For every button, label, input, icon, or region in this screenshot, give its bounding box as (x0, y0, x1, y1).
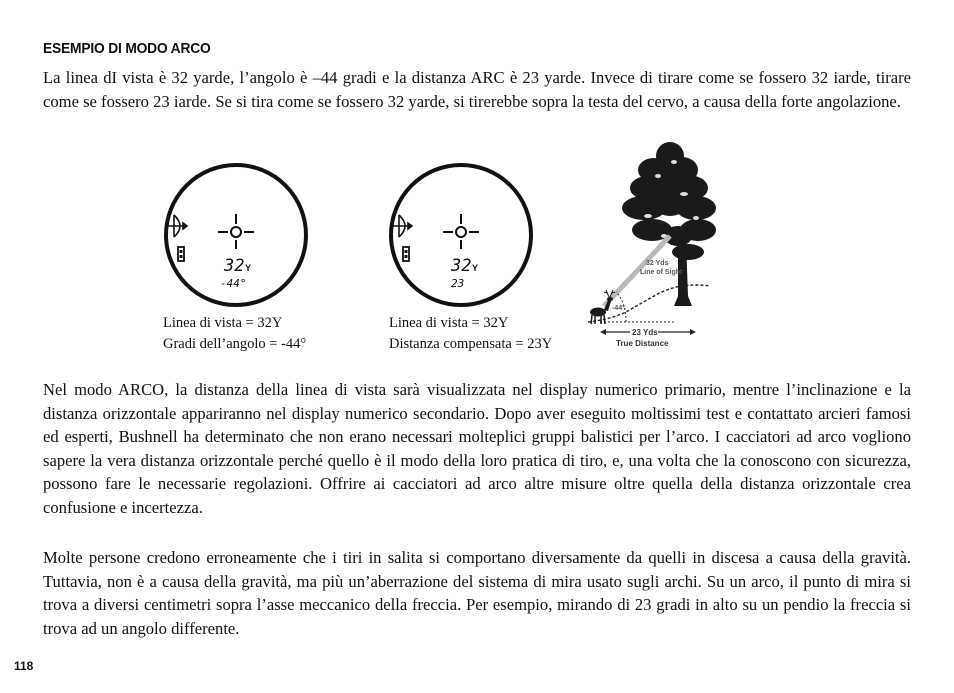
secondary-distance: 23 (451, 277, 465, 290)
battery-icon (403, 247, 409, 261)
rangefinder-display-distance (385, 160, 537, 310)
angle-label: -44° (612, 305, 625, 312)
page-number: 118 (14, 659, 34, 673)
crosshair-icon (218, 214, 254, 249)
bow-icon (168, 215, 187, 237)
primary-unit: Y (472, 263, 479, 273)
caption-line: Linea di vista = 32Y (389, 315, 509, 331)
arc-mode-diagram (578, 136, 734, 354)
caption-line: Distanza compensata = 23Y (389, 336, 553, 352)
primary-unit: Y (245, 263, 252, 273)
rangefinder-display-angle (160, 160, 312, 310)
secondary-angle: -44° (220, 277, 247, 290)
los-label-1: 32 Yds (646, 260, 669, 267)
section-heading: ESEMPIO DI MODO ARCO (43, 40, 211, 57)
intro-paragraph: La linea dI vista è 32 yarde, l’angolo è –44 gradi e la distanza ARC è 23 yarde. Invece di tirare come se fossero 32 iarde, tirare come se fossero 23 iarde. Se si tira come se fossero 32 yarde, si tirerebbe sopra la testa del cervo, a causa della forte angolazione. (43, 68, 911, 111)
primary-distance: 32 (451, 256, 472, 276)
battery-icon (178, 247, 184, 261)
los-label-2: Line of Sight (640, 269, 683, 276)
crosshair-icon (443, 214, 479, 249)
tree-icon (622, 142, 716, 306)
true-distance-label-2: True Distance (616, 339, 669, 348)
scope-caption-1 (163, 313, 306, 355)
scope-caption-2 (389, 313, 552, 355)
caption-line: Linea di vista = 32Y (163, 315, 283, 331)
arc-mode-paragraph: Nel modo ARCO, la distanza della linea di vista sarà visualizzata nel display numerico primario, mentre l’inclinazione e la distanza orizzontale appariranno nel display numerico secondario. Dopo aver eseguito moltissimi test e contattato arcieri famosi ed esperti, Bushnell ha determinato che non erano necessari molteplici gruppi balistici per l’arco. I cacciatori ad arco vogliono sapere la vera distanza orizzontale perché quello è il modo della loro pratica di tiro, e, una volta che la conoscono con sicurezza, possono fare le necessarie regolazioni. Offrire ai cacciatori ad arco altre misure oltre quella della distanza orizzontale crea confusione e incertezza. (43, 380, 911, 517)
caption-line: Gradi dell’angolo = -44° (163, 336, 307, 352)
primary-distance: 32 (224, 256, 245, 276)
true-distance-label-1: 23 Yds (632, 328, 658, 337)
bow-icon (393, 215, 412, 237)
gravity-paragraph: Molte persone credono erroneamente che i tiri in salita si comportano diversamente da quelli in discesa a causa della gravità. Tuttavia, non è a causa della gravità, ma più un’aberrazione del sistema di mira usato sugli archi. Su un arco, il punto di mira si trova a diversi centimetri sopra l’asse meccanico della freccia. Per esempio, mirando di 23 gradi in alto su un pendio la freccia si trova ad un angolo differente. (43, 548, 911, 638)
